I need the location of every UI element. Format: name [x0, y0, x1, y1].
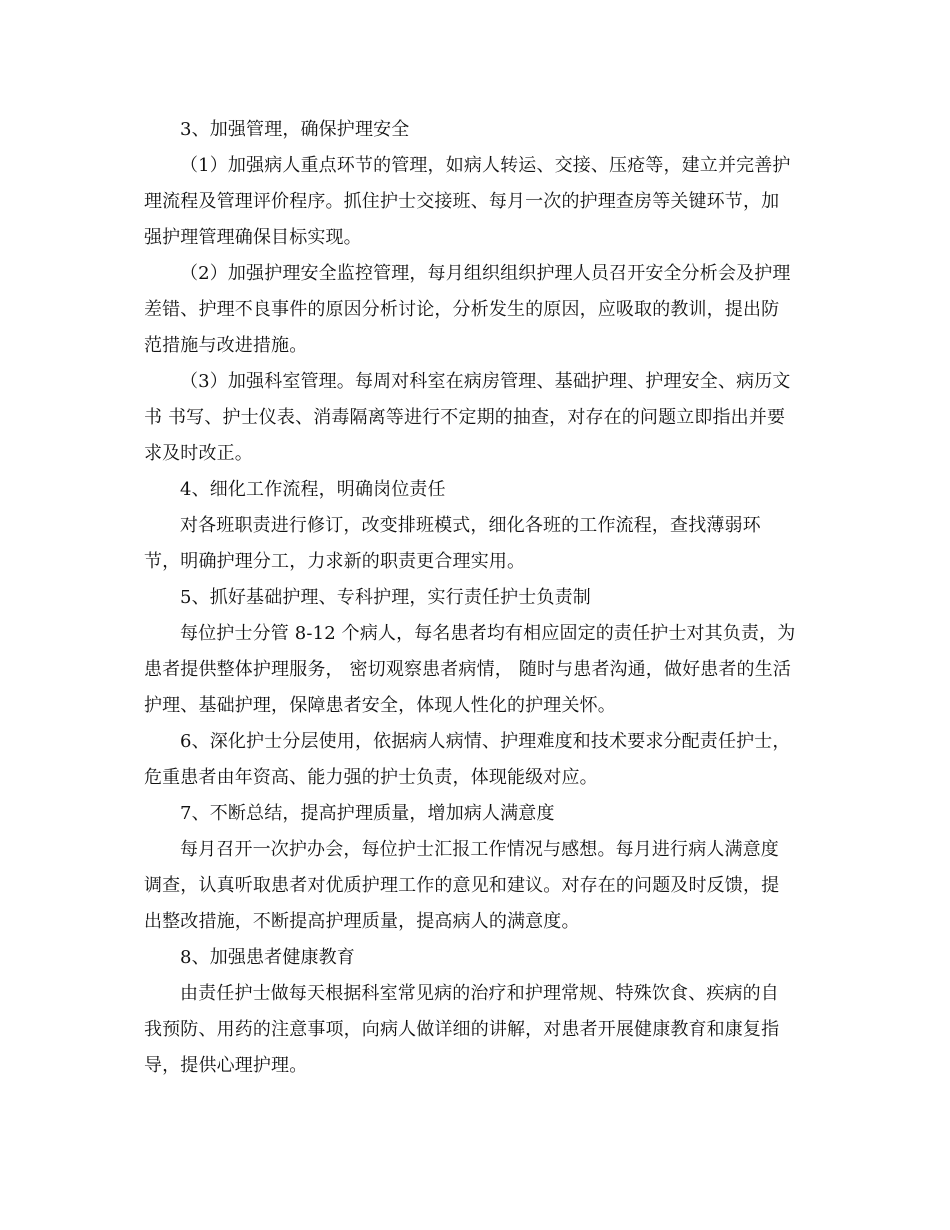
paragraph-line: （3）加强科室管理。每周对科室在病房管理、基础护理、护理安全、病历文 [180, 371, 791, 392]
paragraph-line: 护理、基础护理，保障患者安全，体现人性化的护理关怀。 [144, 695, 616, 716]
paragraph-line: 节，明确护理分工，力求新的职责更合理实用。 [144, 551, 526, 572]
paragraph-line: 调查，认真听取患者对优质护理工作的意见和建议。对存在的问题及时反馈，提 [144, 875, 780, 896]
paragraph-line: （2）加强护理安全监控管理，每月组织组织护理人员召开安全分析会及护理 [180, 263, 791, 284]
section-heading-5: 5、抓好基础护理、专科护理，实行责任护士负责制 [180, 587, 591, 608]
paragraph-line: 求及时改正。 [144, 443, 253, 464]
paragraph-line: 由责任护士做每天根据科室常见病的治疗和护理常规、特殊饮食、疾病的自 [180, 983, 779, 1004]
section-heading-3: 3、加强管理，确保护理安全 [180, 119, 410, 140]
paragraph-line: 范措施与改进措施。 [144, 335, 308, 356]
section-heading-6: 6、深化护士分层使用，依据病人病情、护理难度和技术要求分配责任护士， [180, 731, 791, 752]
paragraph-line: 每位护士分管 8-12 个病人，每名患者均有相应固定的责任护士对其负责，为 [180, 623, 796, 644]
paragraph-line: 每月召开一次护办会，每位护士汇报工作情况与感想。每月进行病人满意度 [180, 839, 779, 860]
paragraph-line: 危重患者由年资高、能力强的护士负责，体现能级对应。 [144, 767, 598, 788]
paragraph-line: 出整改措施，不断提高护理质量，提高病人的满意度。 [144, 911, 580, 932]
paragraph-line: 导，提供心理护理。 [144, 1055, 308, 1076]
paragraph-line: 理流程及管理评价程序。抓住护士交接班、每月一次的护理查房等关键环节，加 [144, 191, 780, 212]
paragraph-line: 强护理管理确保目标实现。 [144, 227, 362, 248]
paragraph-line: 书 书写、护士仪表、消毒隔离等进行不定期的抽查，对存在的问题立即指出并要 [144, 407, 786, 428]
paragraph-line: （1）加强病人重点环节的管理，如病人转运、交接、压疮等，建立并完善护 [180, 155, 791, 176]
section-heading-8: 8、加强患者健康教育 [180, 947, 355, 968]
section-heading-4: 4、细化工作流程，明确岗位责任 [180, 479, 446, 500]
paragraph-line: 对各班职责进行修订，改变排班模式，细化各班的工作流程，查找薄弱环 [180, 515, 761, 536]
paragraph-line: 差错、护理不良事件的原因分析讨论，分析发生的原因，应吸取的教训，提出防 [144, 299, 780, 320]
paragraph-line: 患者提供整体护理服务， 密切观察患者病情， 随时与患者沟通，做好患者的生活 [144, 659, 791, 680]
paragraph-line: 我预防、用药的注意事项，向病人做详细的讲解，对患者开展健康教育和康复指 [144, 1019, 780, 1040]
section-heading-7: 7、不断总结，提高护理质量，增加病人满意度 [180, 803, 555, 824]
